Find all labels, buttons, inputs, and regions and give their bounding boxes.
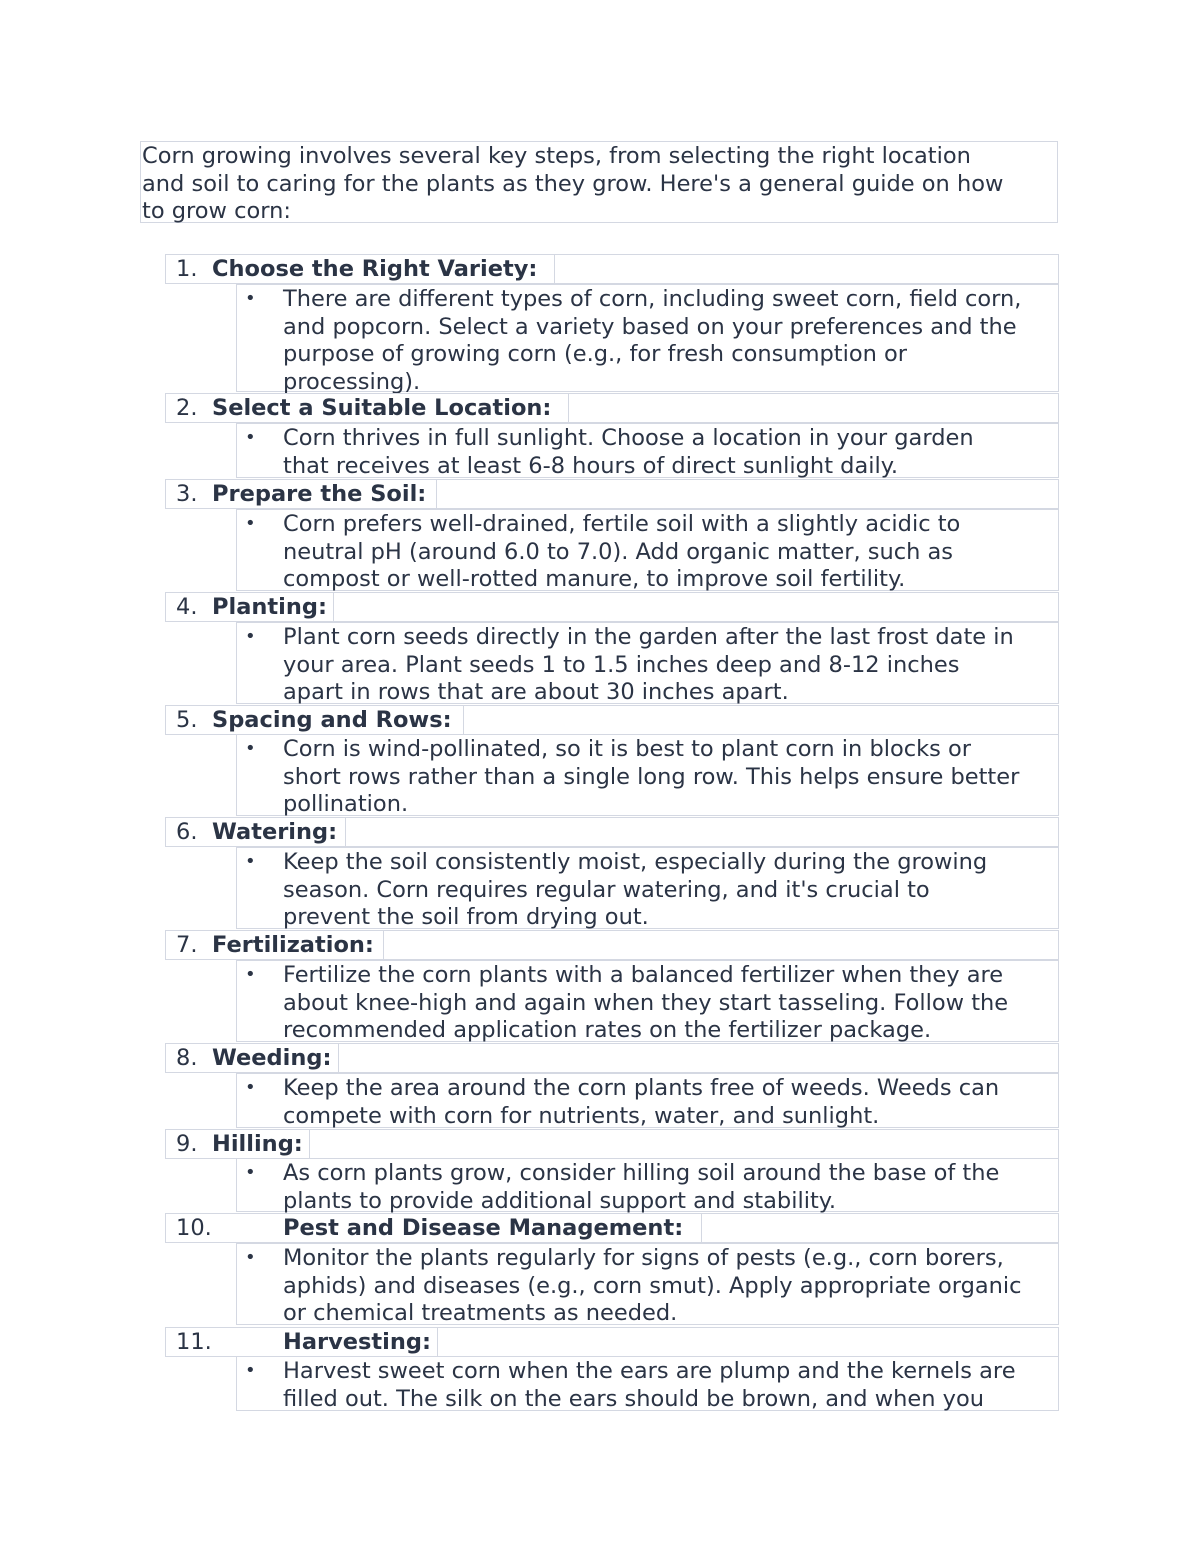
step-heading [165,705,1059,735]
step-number: 10. [176,1215,212,1241]
step-detail [236,284,1059,395]
step-number: 7. [176,932,198,958]
step-detail-text [283,1160,999,1215]
detail-line: Harvest sweet corn when the ears are plump and the kernels are [283,1358,1016,1384]
step-number: 11. [176,1329,212,1355]
detail-line: short rows rather than a single long row. This helps ensure better [283,763,1020,790]
detail-line: processing). [283,368,421,395]
step-title: Pest and Disease Management: [283,1215,684,1241]
step-number: 1. [176,256,198,282]
step-title: Hilling: [212,1131,303,1157]
bullet-icon: • [245,964,256,985]
step-heading [165,1327,1059,1357]
bullet-icon: • [245,513,256,534]
detail-line: that receives at least 6-8 hours of direct sunlight daily. [283,452,899,479]
step-number: 6. [176,819,198,845]
step-title: Spacing and Rows: [212,707,452,733]
step-heading [165,930,1059,960]
detail-line: compost or well-rotted manure, to improve soil fertility. [283,566,906,592]
step-detail [236,1158,1059,1212]
step-title: Weeding: [212,1045,332,1071]
step-title: Planting: [212,594,327,620]
intro-paragraph [140,141,1058,223]
detail-line: aphids) and diseases (e.g., corn smut). Apply appropriate organic [283,1272,1022,1299]
step-title: Prepare the Soil: [212,481,427,507]
step-number: 8. [176,1045,198,1071]
step-heading [165,1129,1059,1159]
step-detail [236,1073,1059,1128]
step-detail [236,1356,1059,1411]
detail-line: pollination. [283,791,409,817]
step-detail [236,622,1059,704]
step-number: 2. [176,395,198,421]
detail-line: Corn thrives in full sunlight. Choose a location in your garden [283,425,974,451]
step-detail [236,423,1059,478]
step-title: Harvesting: [283,1329,432,1355]
step-detail-text [283,849,987,932]
step-number: 4. [176,594,198,620]
step-detail-text [283,425,974,480]
bullet-icon: • [245,288,256,309]
intro-line: and soil to caring for the plants as they grow. Here's a general guide on how [142,170,1004,197]
detail-line: plants to provide additional support and stability. [283,1187,837,1214]
step-detail-text [283,1358,1016,1413]
detail-line: neutral pH (around 6.0 to 7.0). Add organic matter, such as [283,538,954,565]
detail-line: As corn plants grow, consider hilling soil around the base of the [283,1160,1000,1186]
step-heading [165,1043,1059,1073]
step-detail [236,960,1059,1042]
step-title: Watering: [212,819,338,845]
step-detail-text [283,511,960,594]
step-detail [236,1243,1059,1325]
step-heading [165,592,1059,622]
step-detail-text [283,736,1019,819]
step-heading [165,1213,1059,1243]
bullet-icon: • [245,1247,256,1268]
detail-line: compete with corn for nutrients, water, and sunlight. [283,1102,880,1129]
intro-line: Corn growing involves several key steps, from selecting the right location [142,143,971,169]
bullet-icon: • [245,1162,256,1183]
step-detail [236,847,1059,929]
detail-line: Corn prefers well-drained, fertile soil with a slightly acidic to [283,511,961,537]
detail-line: about knee-high and again when they start tasseling. Follow the [283,989,1009,1016]
detail-line: Monitor the plants regularly for signs of pests (e.g., corn borers, [283,1245,1004,1271]
detail-line: Plant corn seeds directly in the garden after the last frost date in [283,624,1014,650]
step-heading [165,254,1059,284]
detail-line: your area. Plant seeds 1 to 1.5 inches deep and 8-12 inches [283,651,960,678]
detail-line: Keep the soil consistently moist, especially during the growing [283,849,988,875]
step-detail-text [283,286,1021,396]
detail-line: filled out. The silk on the ears should be brown, and when you [283,1385,985,1412]
detail-line: apart in rows that are about 30 inches apart. [283,679,789,705]
detail-line: Keep the area around the corn plants free of weeds. Weeds can [283,1075,1000,1101]
detail-line: and popcorn. Select a variety based on your preferences and the [283,313,1017,340]
bullet-icon: • [245,738,256,759]
step-number: 5. [176,707,198,733]
step-detail-text [283,1245,1022,1328]
step-number: 9. [176,1131,198,1157]
step-title: Select a Suitable Location: [212,395,552,421]
bullet-icon: • [245,626,256,647]
step-detail [236,509,1059,591]
detail-line: or chemical treatments as needed. [283,1300,678,1326]
detail-line: season. Corn requires regular watering, and it's crucial to [283,876,930,903]
detail-line: prevent the soil from drying out. [283,904,649,930]
step-detail-text [283,1075,999,1130]
detail-line: There are different types of corn, including sweet corn, field corn, [283,286,1022,312]
step-number: 3. [176,481,198,507]
bullet-icon: • [245,851,256,872]
step-title: Fertilization: [212,932,374,958]
step-detail-text [283,624,1014,707]
step-heading [165,393,1059,423]
step-title: Choose the Right Variety: [212,256,538,282]
detail-line: purpose of growing corn (e.g., for fresh consumption or [283,341,908,367]
step-heading [165,817,1059,847]
bullet-icon: • [245,1360,256,1381]
bullet-icon: • [245,427,256,448]
detail-line: recommended application rates on the fertilizer package. [283,1017,932,1043]
step-detail-text [283,962,1008,1045]
step-detail [236,734,1059,816]
step-heading [165,479,1059,509]
bullet-icon: • [245,1077,256,1098]
intro-line: to grow corn: [142,198,291,224]
detail-line: Corn is wind-pollinated, so it is best to plant corn in blocks or [283,736,972,762]
detail-line: Fertilize the corn plants with a balanced fertilizer when they are [283,962,1004,988]
